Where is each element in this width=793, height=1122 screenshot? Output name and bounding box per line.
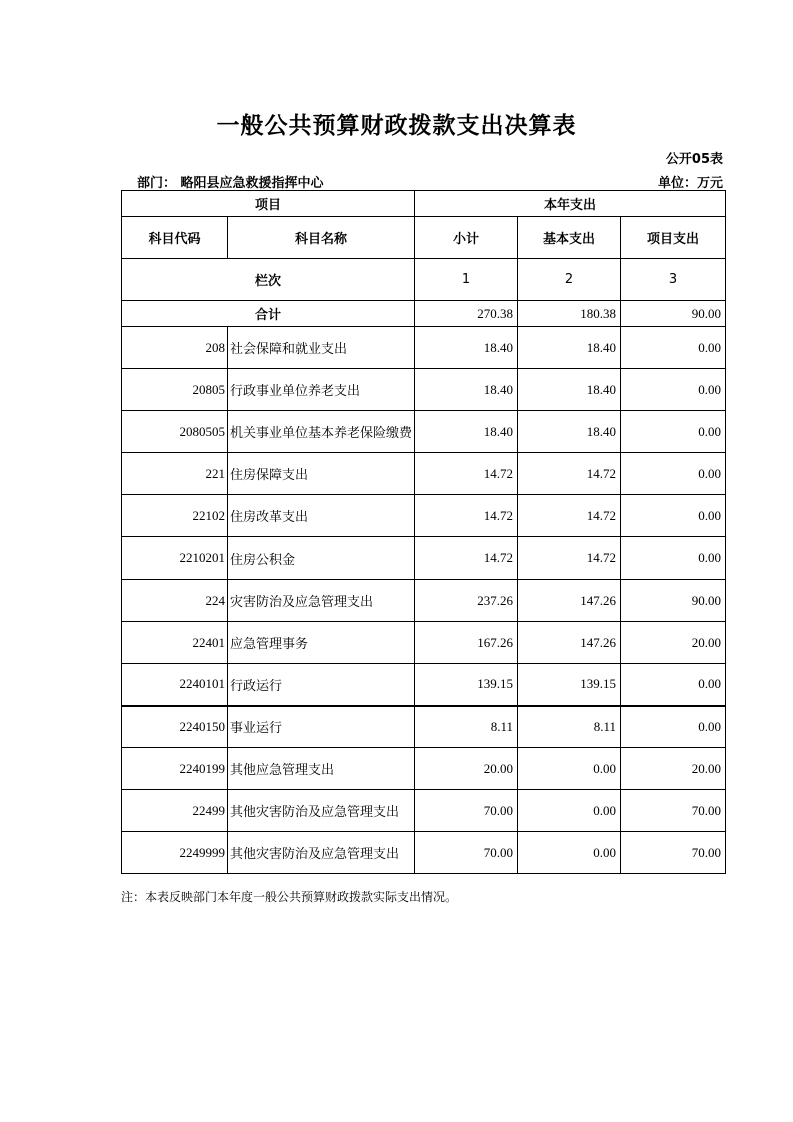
table-row	[122, 706, 726, 748]
row-name: 其他应急管理支出	[228, 748, 415, 790]
row-project: 0.00	[621, 369, 726, 411]
total-project: 90.00	[621, 301, 726, 327]
table-row	[122, 537, 726, 580]
row-name: 住房公积金	[228, 537, 415, 580]
row-name: 事业运行	[228, 706, 415, 748]
column-number-2: 2	[518, 259, 621, 301]
row-code: 2240150	[122, 706, 228, 748]
row-basic: 0.00	[518, 790, 621, 832]
data-rows	[122, 327, 726, 874]
column-number-1: 1	[415, 259, 518, 301]
table-row	[122, 832, 726, 874]
form-number: 公开05表	[665, 152, 723, 167]
row-basic: 14.72	[518, 495, 621, 537]
row-basic: 14.72	[518, 537, 621, 580]
header-code: 科目代码	[122, 217, 228, 259]
row-project: 90.00	[621, 580, 726, 622]
row-subtotal: 14.72	[415, 453, 518, 495]
header-name: 科目名称	[228, 217, 415, 259]
row-project: 0.00	[621, 537, 726, 580]
row-project: 20.00	[621, 622, 726, 664]
table-row	[122, 495, 726, 537]
row-name: 住房改革支出	[228, 495, 415, 537]
table-row	[122, 664, 726, 706]
header-subtotal: 小计	[415, 217, 518, 259]
row-basic: 139.15	[518, 664, 621, 706]
header-row-1	[122, 191, 726, 217]
row-project: 0.00	[621, 495, 726, 537]
header-row-2	[122, 217, 726, 259]
header-project-exp: 项目支出	[621, 217, 726, 259]
row-subtotal: 139.15	[415, 664, 518, 706]
table-row	[122, 453, 726, 495]
table-row	[122, 622, 726, 664]
header-current-year: 本年支出	[415, 191, 726, 217]
total-row	[122, 301, 726, 327]
row-subtotal: 18.40	[415, 411, 518, 453]
row-name: 行政运行	[228, 664, 415, 706]
total-label: 合计	[122, 301, 415, 327]
table-row	[122, 411, 726, 453]
row-basic: 18.40	[518, 369, 621, 411]
row-code: 2240101	[122, 664, 228, 706]
row-project: 20.00	[621, 748, 726, 790]
row-code: 22401	[122, 622, 228, 664]
row-code: 2210201	[122, 537, 228, 580]
unit-label: 单位：万元	[657, 176, 723, 191]
row-subtotal: 14.72	[415, 495, 518, 537]
table-row	[122, 369, 726, 411]
expenditure-table	[121, 190, 726, 874]
row-subtotal: 70.00	[415, 790, 518, 832]
row-subtotal: 20.00	[415, 748, 518, 790]
row-basic: 14.72	[518, 453, 621, 495]
column-number-row	[122, 259, 726, 301]
row-code: 2249999	[122, 832, 228, 874]
row-project: 70.00	[621, 790, 726, 832]
row-code: 22102	[122, 495, 228, 537]
page-title: 一般公共预算财政拨款支出决算表	[216, 113, 577, 139]
row-subtotal: 70.00	[415, 832, 518, 874]
row-code: 2240199	[122, 748, 228, 790]
header-project: 项目	[122, 191, 415, 217]
row-project: 70.00	[621, 832, 726, 874]
total-basic: 180.38	[518, 301, 621, 327]
row-basic: 8.11	[518, 706, 621, 748]
row-subtotal: 18.40	[415, 369, 518, 411]
table-row	[122, 580, 726, 622]
table-row	[122, 748, 726, 790]
row-subtotal: 8.11	[415, 706, 518, 748]
column-label: 栏次	[122, 259, 415, 301]
row-subtotal: 18.40	[415, 327, 518, 369]
row-subtotal: 167.26	[415, 622, 518, 664]
row-basic: 0.00	[518, 748, 621, 790]
total-subtotal: 270.38	[415, 301, 518, 327]
footnote: 注：本表反映部门本年度一般公共预算财政拨款实际支出情况。	[121, 890, 458, 904]
row-basic: 147.26	[518, 580, 621, 622]
row-code: 20805	[122, 369, 228, 411]
row-code: 221	[122, 453, 228, 495]
row-project: 0.00	[621, 327, 726, 369]
row-basic: 18.40	[518, 411, 621, 453]
row-project: 0.00	[621, 453, 726, 495]
row-name: 行政事业单位养老支出	[228, 369, 415, 411]
row-basic: 147.26	[518, 622, 621, 664]
row-code: 22499	[122, 790, 228, 832]
row-subtotal: 237.26	[415, 580, 518, 622]
row-name: 机关事业单位基本养老保险缴费	[228, 411, 415, 453]
row-subtotal: 14.72	[415, 537, 518, 580]
row-project: 0.00	[621, 411, 726, 453]
row-project: 0.00	[621, 706, 726, 748]
table-row	[122, 327, 726, 369]
row-basic: 18.40	[518, 327, 621, 369]
row-project: 0.00	[621, 664, 726, 706]
header-basic: 基本支出	[518, 217, 621, 259]
column-number-3: 3	[621, 259, 726, 301]
row-code: 208	[122, 327, 228, 369]
row-basic: 0.00	[518, 832, 621, 874]
row-name: 住房保障支出	[228, 453, 415, 495]
row-name: 灾害防治及应急管理支出	[228, 580, 415, 622]
table-row	[122, 790, 726, 832]
row-name: 社会保障和就业支出	[228, 327, 415, 369]
row-name: 应急管理事务	[228, 622, 415, 664]
department-label: 部门： 略阳县应急救援指挥中心	[137, 176, 324, 191]
row-name: 其他灾害防治及应急管理支出	[228, 790, 415, 832]
row-code: 224	[122, 580, 228, 622]
row-code: 2080505	[122, 411, 228, 453]
row-name: 其他灾害防治及应急管理支出	[228, 832, 415, 874]
